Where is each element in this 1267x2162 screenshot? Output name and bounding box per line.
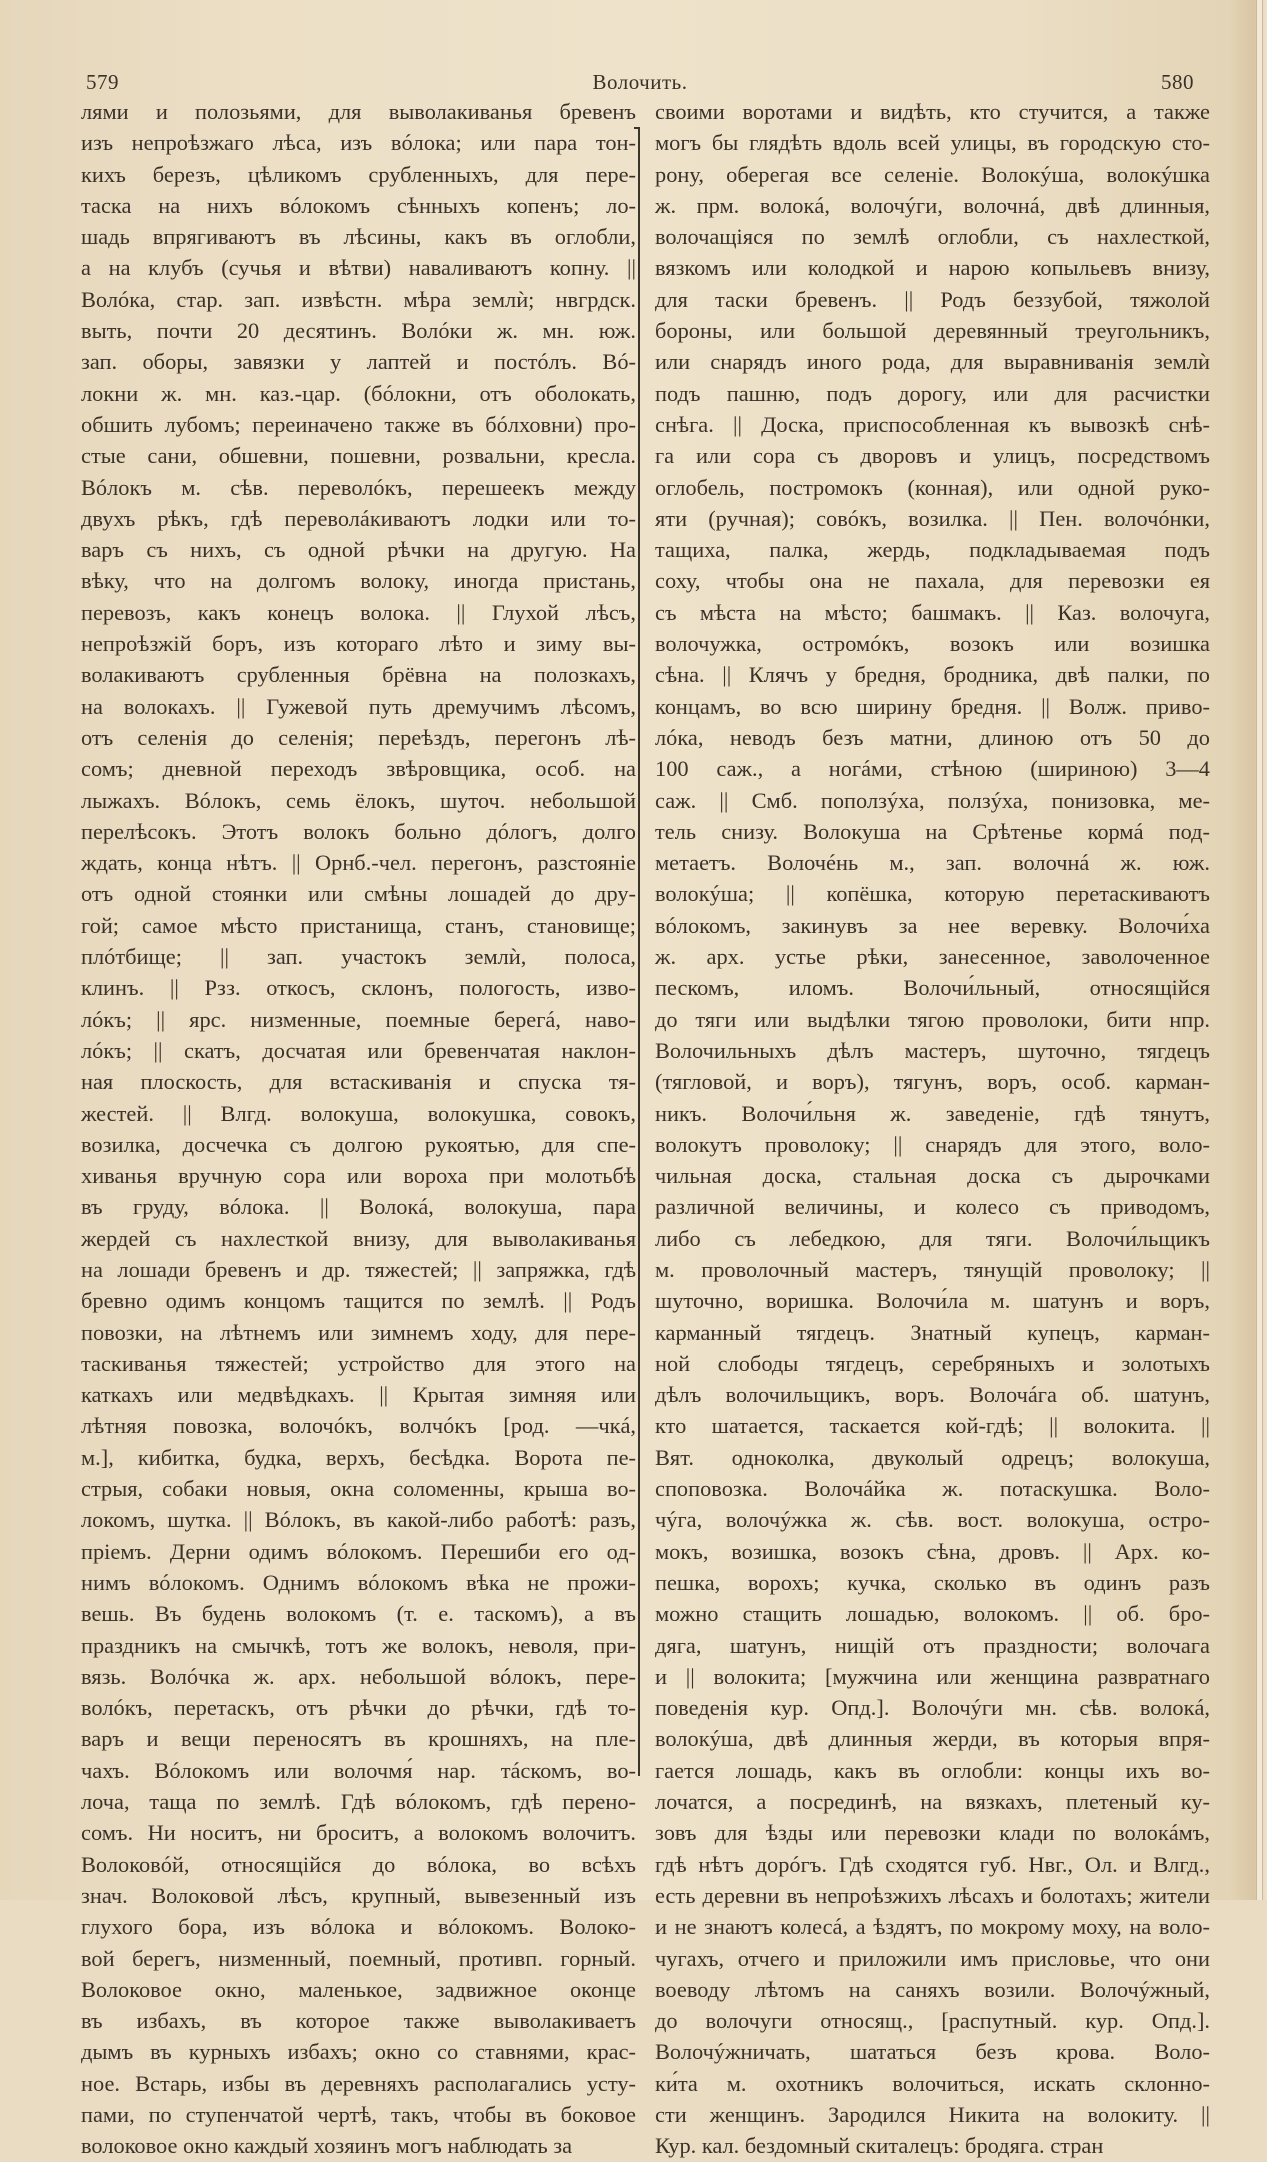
text-line: или снарядъ иного рода, для выравниванія землѝ	[655, 349, 1210, 375]
text-line: дѣлъ волочильщикъ, воръ. Волочáга об. шатунъ,	[655, 1382, 1210, 1408]
text-line: кихъ березъ, цѣликомъ срубленныхъ, для пере-	[81, 161, 636, 187]
text-line: м. проволочный мастеръ, тянущій проволоку; ||	[655, 1256, 1210, 1282]
text-line: соху, чтобы она не пахала, для перевозки ея	[655, 568, 1210, 594]
text-line: на лошади бревенъ и др. тяжестей; || запряжка, гдѣ	[81, 1256, 636, 1282]
text-line: Вóлокъ м. сѣв. переволóкъ, перешеекъ между	[81, 474, 636, 500]
text-line: чильная доска, стальная доска съ дырочками	[655, 1163, 1210, 1189]
text-line: зовъ для ѣзды или перевозки клади по волокáмъ,	[655, 1820, 1210, 1846]
text-line: бревно одимъ концомъ тащится по землѣ. || Родъ	[81, 1288, 636, 1314]
text-line: жестей. || Влгд. волокуша, волокушка, совокъ,	[81, 1100, 636, 1126]
text-line: повозки, на лѣтнемъ или зимнемъ ходу, для пере-	[81, 1319, 636, 1345]
right-column	[655, 96, 1210, 2162]
text-line: сти женщинъ. Зародился Никита на волокиту. ||	[655, 2102, 1210, 2127]
text-line: воеводу лѣтомъ на саняхъ возили. Волочýжный,	[655, 1976, 1210, 2002]
text-line: для таски бревенъ. || Родъ беззубой, тяжолой	[655, 286, 1210, 312]
text-line: глухого бора, изъ вóлока и вóлокомъ. Волоко-	[81, 1914, 636, 1940]
text-line: могъ бы глядѣть вдоль всей улицы, въ городскую сто-	[655, 130, 1210, 156]
text-line: плóтбище; || зап. участокъ землѝ, полоса,	[81, 944, 636, 970]
text-line: вязкомъ или колодкой и нарою копыльевъ внизу,	[655, 255, 1210, 281]
text-line: въ избахъ, въ которое также выволакиваетъ	[81, 2008, 636, 2034]
text-line: лóкъ; || скатъ, досчатая или бревенчатая наклон-	[81, 1037, 636, 1063]
text-line: дымъ въ курныхъ избахъ; окно со ставнями, крас-	[81, 2039, 636, 2065]
text-line: тель снизу. Волокуша на Срѣтенье кормá под-	[655, 818, 1210, 844]
text-line: гдѣ нѣтъ дорóгъ. Гдѣ сходятся губ. Нвг., Ол. и Влгд.,	[655, 1851, 1210, 1877]
text-line: праздникъ на смычкѣ, тотъ же волокъ, неволя, при-	[81, 1632, 636, 1658]
text-line: га или сора съ дворовъ и улицъ, посредствомъ	[655, 443, 1210, 469]
text-line: обшить лубомъ; переиначено также въ бóлховни) про-	[81, 411, 636, 437]
text-line: тащиха, палка, жердь, подкладываемая подъ	[655, 537, 1210, 563]
text-line: Волóка, стар. зап. извѣстн. мѣра землѝ; нвгрдск.	[81, 286, 636, 312]
text-line: оглобель, постромокъ (конная), или одной руко-	[655, 474, 1210, 500]
text-line: перелѣсокъ. Этотъ волокъ больно дóлогъ, долго	[81, 818, 636, 844]
text-line: мокъ, возишка, возокъ сѣна, дровъ. || Арх. ко-	[655, 1538, 1210, 1564]
text-line: лѣтняя повозка, волочóкъ, волчóкъ [род. —чкá,	[81, 1413, 636, 1439]
text-line: 100 саж., а ногáми, стѣною (шириною) 3—4	[655, 756, 1210, 782]
text-line: вѣку, что на долгомъ волоку, иногда пристань,	[81, 568, 636, 594]
text-line: ной слободы тягдецъ, серебряныхъ и золотыхъ	[655, 1350, 1210, 1376]
text-line: таска на нихъ вóлокомъ сѣнныхъ копенъ; ло-	[81, 192, 636, 218]
text-line: до тяги или выдѣлки тягою проволоки, бити нпр.	[655, 1006, 1210, 1032]
text-line: на волокахъ. || Гужевой путь дремучимъ лѣсомъ,	[81, 693, 636, 719]
text-line: стые сани, обшевни, пошевни, розвальни, кресла.	[81, 443, 636, 469]
text-line: ное. Встарь, избы въ деревняхъ располагались усту-	[81, 2070, 636, 2096]
text-line: варъ съ нихъ, съ одной рѣчки на другую. На	[81, 537, 636, 563]
text-line: рону, оберегая все селеніе. Волокýша, волокýшка	[655, 161, 1210, 187]
text-line: сомъ; дневной переходъ звѣровщика, особ. на	[81, 756, 636, 782]
text-line: чахъ. Вóлокомъ или волочмя́ нар. тáскомъ, во-	[81, 1757, 636, 1783]
text-line: Кур. кал. бездомный скиталецъ: бродяга. стран	[655, 2133, 1104, 2159]
text-line: есть деревни въ непроѣзжихъ лѣсахъ и болотахъ; жители	[655, 1882, 1210, 1908]
text-line: шуточно, воришка. Волочи́ла м. шатунъ и воръ,	[655, 1288, 1210, 1314]
text-line: снѣга. || Доска, приспособленная къ вывозкѣ снѣ-	[655, 411, 1210, 437]
text-line: волакиваютъ срубленныя брёвна на полозкахъ,	[81, 662, 636, 688]
text-line: зап. оборы, завязки у лаптей и постóлъ. Вó-	[81, 349, 636, 375]
column-divider	[638, 128, 640, 1776]
text-line: волоковое окно каждый хозяинъ могъ наблюдать за	[81, 2133, 573, 2159]
text-line: варъ и вещи переносятъ въ крошняхъ, на пле-	[81, 1726, 636, 1752]
text-line: чугахъ, отчего и приложили имъ присловье, что они	[655, 1945, 1210, 1971]
text-line: волокутъ проволоку; || снарядъ для этого, воло-	[655, 1131, 1210, 1157]
text-line: нимъ вóлокомъ. Однимъ вóлокомъ вѣка не прожи-	[81, 1569, 636, 1595]
text-line: пешка, ворохъ; кучка, сколько въ одинъ разъ	[655, 1569, 1210, 1595]
text-line: дяга, шатунъ, нищій отъ праздности; волочага	[655, 1632, 1210, 1658]
text-line: въ груду, вóлока. || Волокá, волокуша, пара	[81, 1194, 636, 1220]
text-line: каткахъ или медвѣдкахъ. || Крытая зимняя или	[81, 1382, 636, 1408]
text-line: ж. арх. устье рѣки, занесенное, заволоченное	[655, 944, 1210, 970]
text-line: волочужка, остромóкъ, возокъ или возишка	[655, 631, 1210, 657]
text-line: сомъ. Ни носитъ, ни броситъ, а волокомъ волочитъ.	[81, 1820, 636, 1846]
text-line: изъ непроѣзжаго лѣса, изъ вóлока; или пара тон-	[81, 130, 636, 156]
text-line: кто шатается, таскается кой-гдѣ; || волокита. ||	[655, 1413, 1210, 1439]
text-line: локомъ, шутка. || Вóлокъ, въ какой-либо работѣ: разъ,	[81, 1507, 636, 1533]
text-line: либо съ лебедкою, для тяги. Волочи́льщикъ	[655, 1225, 1210, 1251]
text-line: волóкъ, перетаскъ, отъ рѣчки до рѣчки, гдѣ то-	[81, 1695, 636, 1721]
text-line: поведенія кур. Опд.]. Волочýги мн. сѣв. волокá,	[655, 1695, 1210, 1721]
page-number-left: 579	[86, 70, 119, 94]
text-line: Волочильныхъ дѣлъ мастеръ, шуточно, тягдецъ	[655, 1037, 1210, 1063]
text-line: можно стащить лошадью, волокомъ. || об. бро-	[655, 1601, 1210, 1627]
text-line: споповозка. Волочáйка ж. потаскушка. Воло-	[655, 1476, 1210, 1502]
text-line: лями и полозьями, для выволакиванья бревенъ	[81, 99, 636, 124]
text-line: карманный тягдецъ. Знатный купецъ, карман-	[655, 1319, 1210, 1345]
text-line: бороны, или большой деревянный треугольникъ,	[655, 318, 1210, 344]
text-line: чýга, волочýжка ж. сѣв. вост. волокуша, остро-	[655, 1507, 1210, 1533]
text-line: никъ. Волочи́льня ж. заведеніе, гдѣ тянутъ,	[655, 1100, 1210, 1126]
text-line: ная плоскость, для встаскиванія и спуска тя-	[81, 1069, 636, 1095]
text-line: двухъ рѣкъ, гдѣ переволáкиваютъ лодки или то-	[81, 505, 636, 531]
text-line: пріемъ. Дерни одимъ вóлокомъ. Перешиби его од-	[81, 1538, 636, 1564]
text-line: пами, по ступенчатой чертѣ, такъ, чтобы въ боковое	[81, 2102, 636, 2127]
text-line: лыжахъ. Вóлокъ, семь ёлокъ, шуточ. небольшой	[81, 787, 636, 813]
text-line: съ мѣста на мѣсто; башмакъ. || Каз. волочуга,	[655, 599, 1210, 625]
text-line: ж. прм. волокá, волочýги, волочнá, двѣ длинныя,	[655, 192, 1210, 218]
text-line: и || волокита; [мужчина или женщина развратнаго	[655, 1663, 1210, 1689]
text-line: волокýша, двѣ длинныя жерди, въ которыя впря-	[655, 1726, 1210, 1752]
text-line: отъ одной стоянки или смѣны лошадей до дру-	[81, 881, 636, 907]
text-line: гой; самое мѣсто пристанища, станъ, становище;	[81, 912, 636, 938]
text-line: Волоковое окно, маленькое, задвижное оконце	[81, 1976, 636, 2002]
text-line: непроѣзжій боръ, изъ котораго лѣто и зиму вы-	[81, 631, 636, 657]
text-line: яти (ручная); совóкъ, возилка. || Пен. волочóнки,	[655, 505, 1210, 531]
text-line: до волочуги относящ., [распутный. кур. Опд.].	[655, 2008, 1210, 2034]
text-line: вой берегъ, низменный, поемный, противп. горный.	[81, 1945, 636, 1971]
text-line: вязь. Волóчка ж. арх. небольшой вóлокъ, пере-	[81, 1663, 636, 1689]
text-line: перевозъ, какъ конецъ волока. || Глухой лѣсъ,	[81, 599, 636, 625]
text-line: шадь впрягиваютъ въ лѣсины, какъ въ оглобли,	[81, 224, 636, 250]
text-line: гается лошадь, какъ въ оглобли: концы ихъ во-	[655, 1757, 1210, 1783]
text-line: и не знаютъ колесá, а ѣздятъ, по мокрому моху, на воло-	[655, 1914, 1210, 1940]
text-line: (тягловой, и воръ), тягунъ, воръ, особ. карман-	[655, 1069, 1210, 1095]
text-line: знач. Волоковой лѣсъ, крупный, вывезенный изъ	[81, 1882, 636, 1908]
text-line: отъ селенія до селенія; переѣздъ, перегонъ лѣ-	[81, 724, 636, 750]
text-line: локни ж. мн. каз.-цар. (бóлокни, отъ оболокать,	[81, 380, 636, 406]
text-line: концамъ, во всю ширину бредня. || Волж. приво-	[655, 693, 1210, 719]
text-line: клинъ. || Рзз. откосъ, склонъ, пологость, изво-	[81, 975, 636, 1001]
text-line: саж. || Смб. поползýха, ползýха, понизовка, ме-	[655, 787, 1210, 813]
text-line: таскиванья тяжестей; устройство для этого на	[81, 1350, 636, 1376]
text-line: хиванья вручную сора или вороха при молотьбѣ	[81, 1163, 636, 1189]
running-head-title: Волочить.	[592, 70, 688, 94]
text-line: выть, почти 20 десятинъ. Волóки ж. мн. юж.	[81, 318, 636, 344]
text-line: стрыя, собаки новыя, окна соломенны, крыша во-	[81, 1476, 636, 1502]
text-line: метаетъ. Волочéнь м., зап. волочнá ж. юж.	[655, 850, 1210, 876]
text-line: своими воротами и видѣть, кто стучится, а также	[655, 99, 1210, 124]
text-line: м.], кибитка, будка, верхъ, бесѣдка. Ворота пе-	[81, 1444, 636, 1470]
text-line: возилка, досчечка съ долгою рукоятью, для спе-	[81, 1131, 636, 1157]
book-page-edge	[1256, 0, 1263, 1900]
page-number-right: 580	[1161, 70, 1194, 94]
text-line: жердей съ нахлесткой внизу, для выволакиванья	[81, 1225, 636, 1251]
text-line: ждать, конца нѣтъ. || Орнб.-чел. перегонъ, разстояніе	[81, 850, 636, 876]
text-line: Волочýжничать, шататься безъ крова. Воло-	[655, 2039, 1210, 2065]
left-column	[81, 96, 636, 2162]
text-line: а на клубъ (сучья и вѣтви) наваливаютъ копну. ||	[81, 255, 636, 281]
text-line: Волоковóй, относящійся до вóлока, во всѣхъ	[81, 1851, 636, 1877]
text-line: лочатся, а посрединѣ, на вязкахъ, плетеный ку-	[655, 1789, 1210, 1815]
text-line: лóкъ; || ярс. низменные, поемные берегá, наво-	[81, 1006, 636, 1032]
text-line: волочащіяся по землѣ оглобли, съ нахлесткой,	[655, 224, 1210, 250]
text-line: сѣна. || Клячъ у бредня, бродника, двѣ палки, по	[655, 662, 1210, 688]
text-line: подъ пашню, подъ дорогу, или для расчистки	[655, 380, 1210, 406]
text-line: Вят. одноколка, двуколый одрецъ; волокуша,	[655, 1444, 1210, 1470]
text-line: волокýша; || копёшка, которую перетаскиваютъ	[655, 881, 1210, 907]
text-line: лóка, неводъ безъ матни, длиною отъ 50 до	[655, 724, 1210, 750]
text-line: пескомъ, иломъ. Волочи́льный, относящійся	[655, 975, 1210, 1001]
text-line: различной величины, и колесо съ приводомъ,	[655, 1194, 1210, 1220]
text-line: лоча, таща по землѣ. Гдѣ вóлокомъ, гдѣ перено-	[81, 1789, 636, 1815]
text-line: ки́та м. охотникъ волочиться, искать склонно-	[655, 2070, 1210, 2096]
text-line: вешь. Въ будень волокомъ (т. е. таскомъ), а въ	[81, 1601, 636, 1627]
text-line: вóлокомъ, закинувъ за нее веревку. Волочи́ха	[655, 912, 1210, 938]
